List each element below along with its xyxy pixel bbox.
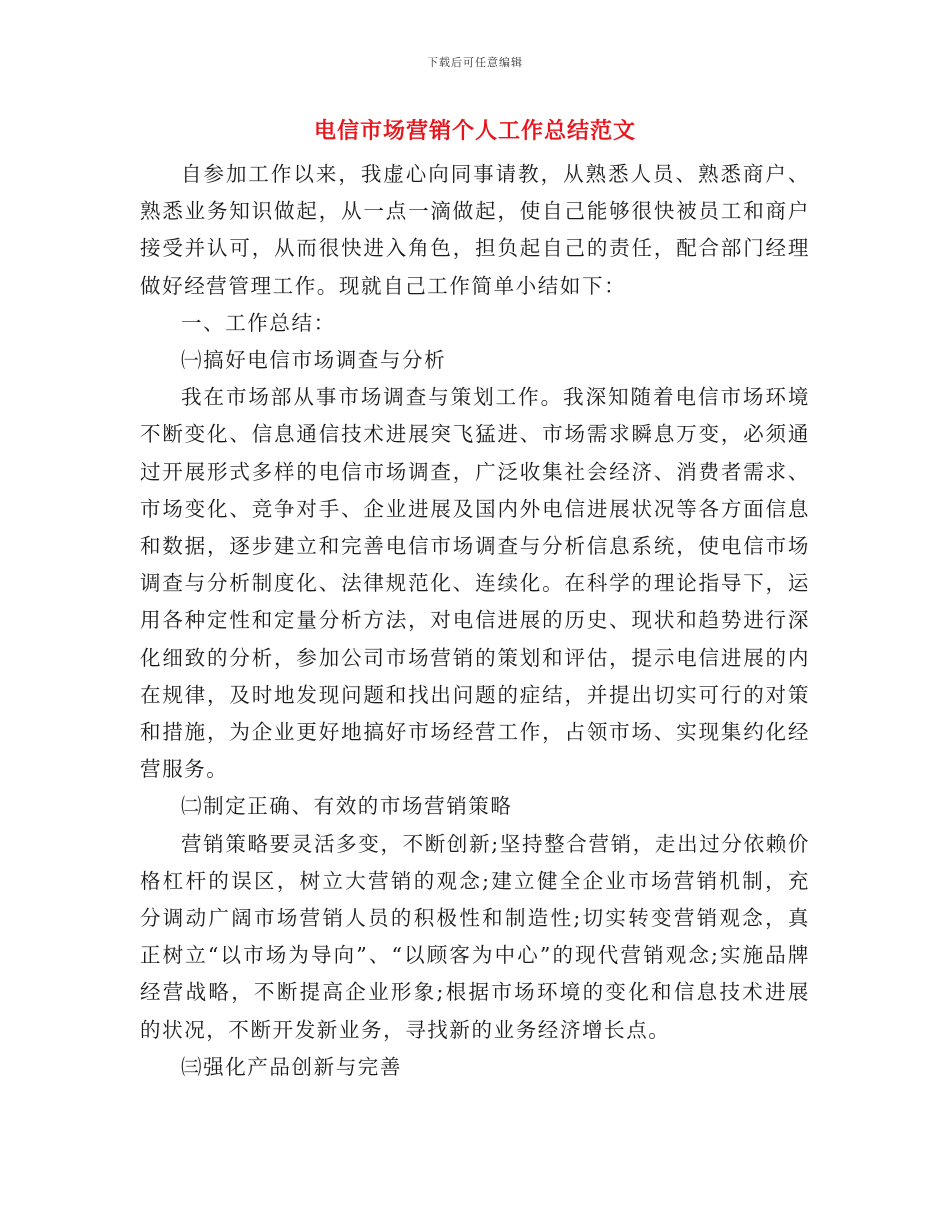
- paragraph-market-research: 我在市场部从事市场调查与策划工作。我深知随着电信市场环境不断变化、信息通信技术进展突飞猛进、市场需求瞬息万变，必须通过开展形式多样的电信市场调查，广泛收集社会经济、消费者需求、市场变化、竞争对手、企业进展及国内外电信进展状况等各方面信息和数据，逐步建立和完善电信市场调查与分析信息系统，使电信市场调查与分析制度化、法律规范化、连续化。在科学的理论指导下，运用各种定性和定量分析方法，对电信进展的历史、现状和趋势进行深化细致的分析，参加公司市场营销的策划和评估，提示电信进展的内在规律，及时地发现问题和找出问题的症结，并提出切实可行的对策和措施，为企业更好地搞好市场经营工作，占领市场、实现集约化经营服务。: [140, 385, 810, 782]
- paragraph-intro: 自参加工作以来，我虚心向同事请教，从熟悉人员、熟悉商户、熟悉业务知识做起，从一点一滴做起，使自己能够很快被员工和商户接受并认可，从而很快进入角色，担负起自己的责任，配合部门经理做好经营管理工作。现就自己工作简单小结如下：: [140, 162, 810, 298]
- document-title: 电信市场营销个人工作总结范文: [313, 118, 636, 144]
- subheading-marketing-strategy: ㈡制定正确、有效的市场营销策略: [181, 794, 513, 819]
- subheading-market-research: ㈠搞好电信市场调查与分析: [181, 348, 447, 373]
- page-header-note: 下载后可任意编辑: [427, 56, 523, 69]
- paragraph-marketing-strategy: 营销策略要灵活多变，不断创新;坚持整合营销，走出过分依赖价格杠杆的误区，树立大营销的观念;建立健全企业市场营销机制，充分调动广阔市场营销人员的积极性和制造性;切实转变营销观念，真正树立“以市场为导向”、“以顾客为中心”的现代营销观念;实施品牌经营战略，不断提高企业形象;根据市场环境的变化和信息技术进展的状况，不断开发新业务，寻找新的业务经济增长点。: [140, 831, 810, 1042]
- section-heading-work-summary: 一、工作总结：: [181, 310, 336, 335]
- subheading-product-innovation: ㈢强化产品创新与完善: [181, 1054, 402, 1079]
- document-body: [140, 156, 810, 1086]
